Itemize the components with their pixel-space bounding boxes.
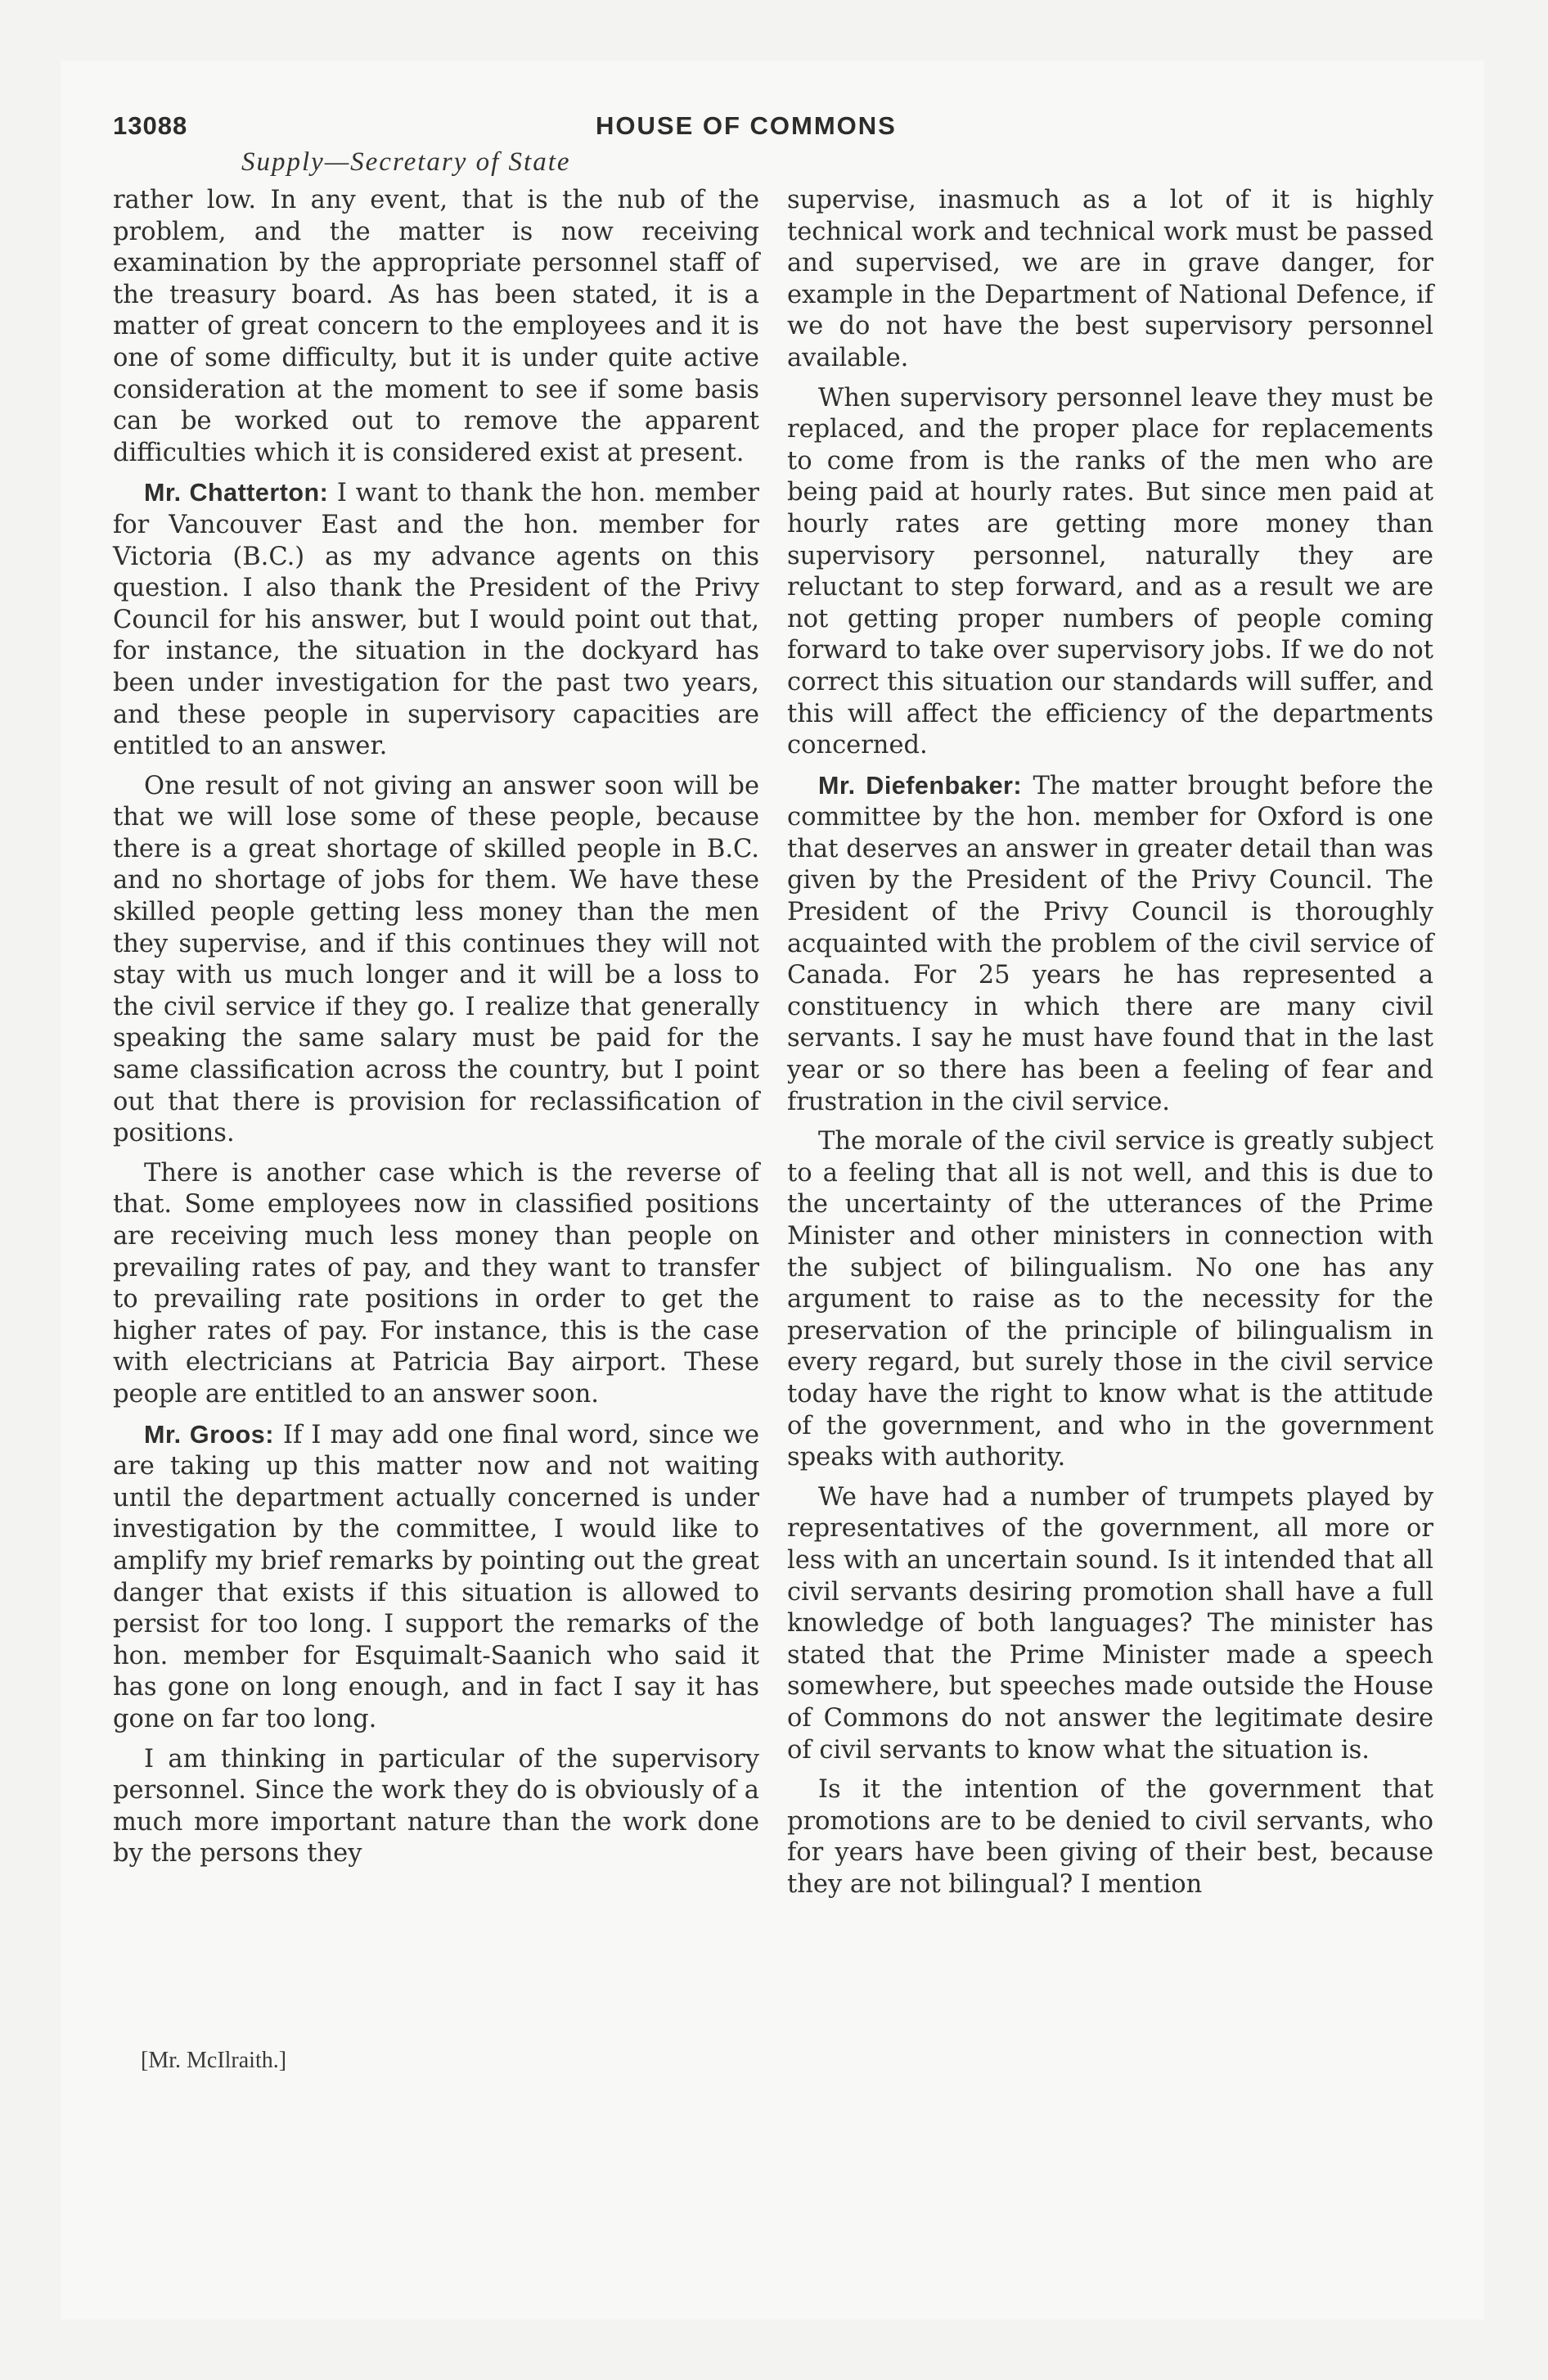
publication-title: HOUSE OF COMMONS [596, 111, 897, 140]
paragraph-text: Is it the intention of the government that promotions are to be denied to civil servants, who for years have been giving of their best, because they are not bilingual? I mention [787, 1775, 1433, 1899]
speaker-name: Mr. Diefenbaker: [818, 771, 1023, 800]
paragraph [787, 1774, 1433, 1900]
paragraph [113, 1419, 759, 1736]
paragraph [113, 185, 759, 469]
speaker-name: Mr. Groos: [144, 1420, 274, 1449]
paragraph [113, 1158, 759, 1411]
paragraph-text: I am thinking in particular of the supervisory personnel. Since the work they do is obviously of a much more important nature than the work done by the persons they [113, 1744, 759, 1868]
paragraph-text: There is another case which is the reverse of that. Some employees now in classified positions are receiving much less money than people on prevailing rates of pay, and they want to transfer to prevailing rate positions in order to get the higher rates of pay. For instance, this is the case with electricians at Patricia Bay airport. These people are entitled to an answer soon. [113, 1158, 759, 1409]
paragraph [787, 1126, 1433, 1474]
paragraph [113, 771, 759, 1150]
paragraph [787, 185, 1433, 375]
paragraph [113, 477, 759, 762]
right-column [787, 185, 1433, 1909]
speaker-name: Mr. Chatterton: [144, 479, 329, 507]
page-number: 13088 [113, 111, 188, 140]
left-column [113, 185, 759, 1878]
paragraph [787, 770, 1433, 1119]
page-footer: [Mr. McIlraith.] [141, 2048, 287, 2073]
paragraph [787, 1482, 1433, 1766]
paragraph-text: One result of not giving an answer soon will be that we will lose some of these people, because there is a great shortage of skilled people in B.C. and no shortage of jobs for them. We have these skilled people getting less money than the men they supervise, and if this continues they will not stay with us much longer and it will be a loss to the civil service if they go. I realize that generally speaking the same salary must be paid for the same classification across the country, but I point out that there is provision for reclassification of positions. [113, 771, 759, 1148]
paragraph-text: I want to thank the hon. member for Vancouver East and the hon. member for Victoria (B.C.) as my advance agents on this question. I also thank the President of the Privy Council for his answer, but I would point out that, for instance, the situation in the dockyard has been under investigation for the past two years, and these people in supervisory capacities are entitled to an answer. [113, 479, 759, 761]
paragraph-text: The morale of the civil service is greatly subject to a feeling that all is not well, and this is due to the uncertainty of the utterances of the Prime Minister and other ministers in connection with the subject of bilingualism. No one has any argument to raise as to the necessity for the preservation of the principle of bilingualism in every regard, but surely those in the civil service today have the right to know what is the attitude of the government, and who in the government speaks with authority. [787, 1127, 1433, 1472]
paragraph [787, 383, 1433, 762]
paragraph-text: If I may add one final word, since we are taking up this matter now and not waiting until the department actually concerned is under investigation by the committee, I would like to amplify my brief remarks by pointing out the great danger that exists if this situation is allowed to persist for too long. I support the remarks of the hon. member for Esquimalt-Saanich who said it has gone on long enough, and in fact I say it has gone on far too long. [113, 1420, 759, 1733]
paragraph-text: When supervisory personnel leave they must be replaced, and the proper place for replacements to come from is the ranks of the men who are being paid at hourly rates. But since men paid at hourly rates are getting more money than supervisory personnel, naturally they are reluctant to step forward, and as a result we are not getting proper numbers of people coming forward to take over supervisory jobs. If we do not correct this situation our standards will suffer, and this will affect the efficiency of the departments concerned. [787, 383, 1433, 760]
section-subheading: Supply—Secretary of State [241, 147, 571, 177]
paragraph [113, 1744, 759, 1870]
paragraph-text: The matter brought before the committee by the hon. member for Oxford is one that deserves an answer in greater detail than was given by the President of the Privy Council. The President of the Privy Council is thoroughly acquainted with the problem of the civil service of Canada. For 25 years he has represented a constituency in which there are many civil servants. I say he must have found that in the last year or so there has been a feeling of fear and frustration in the civil service. [787, 771, 1433, 1116]
paragraph-text: rather low. In any event, that is the nub of the problem, and the matter is now receiving examination by the appropriate personnel staff of the treasury board. As has been stated, it is a matter of great concern to the employees and it is one of some difficulty, but it is under quite active consideration at the moment to see if some basis can be worked out to remove the apparent difficulties which it is considered exist at present. [113, 186, 759, 467]
paragraph-text: supervise, inasmuch as a lot of it is highly technical work and technical work must be passed and supervised, we are in grave danger, for example in the Department of National Defence, if we do not have the best supervisory personnel available. [787, 186, 1433, 372]
paragraph-text: We have had a number of trumpets played by representatives of the government, all more or less with an uncertain sound. Is it intended that all civil servants desiring promotion shall have a full knowledge of both languages? The minister has stated that the Prime Minister made a speech somewhere, but speeches made outside the House of Commons do not answer the legitimate desire of civil servants to know what the situation is. [787, 1482, 1433, 1765]
